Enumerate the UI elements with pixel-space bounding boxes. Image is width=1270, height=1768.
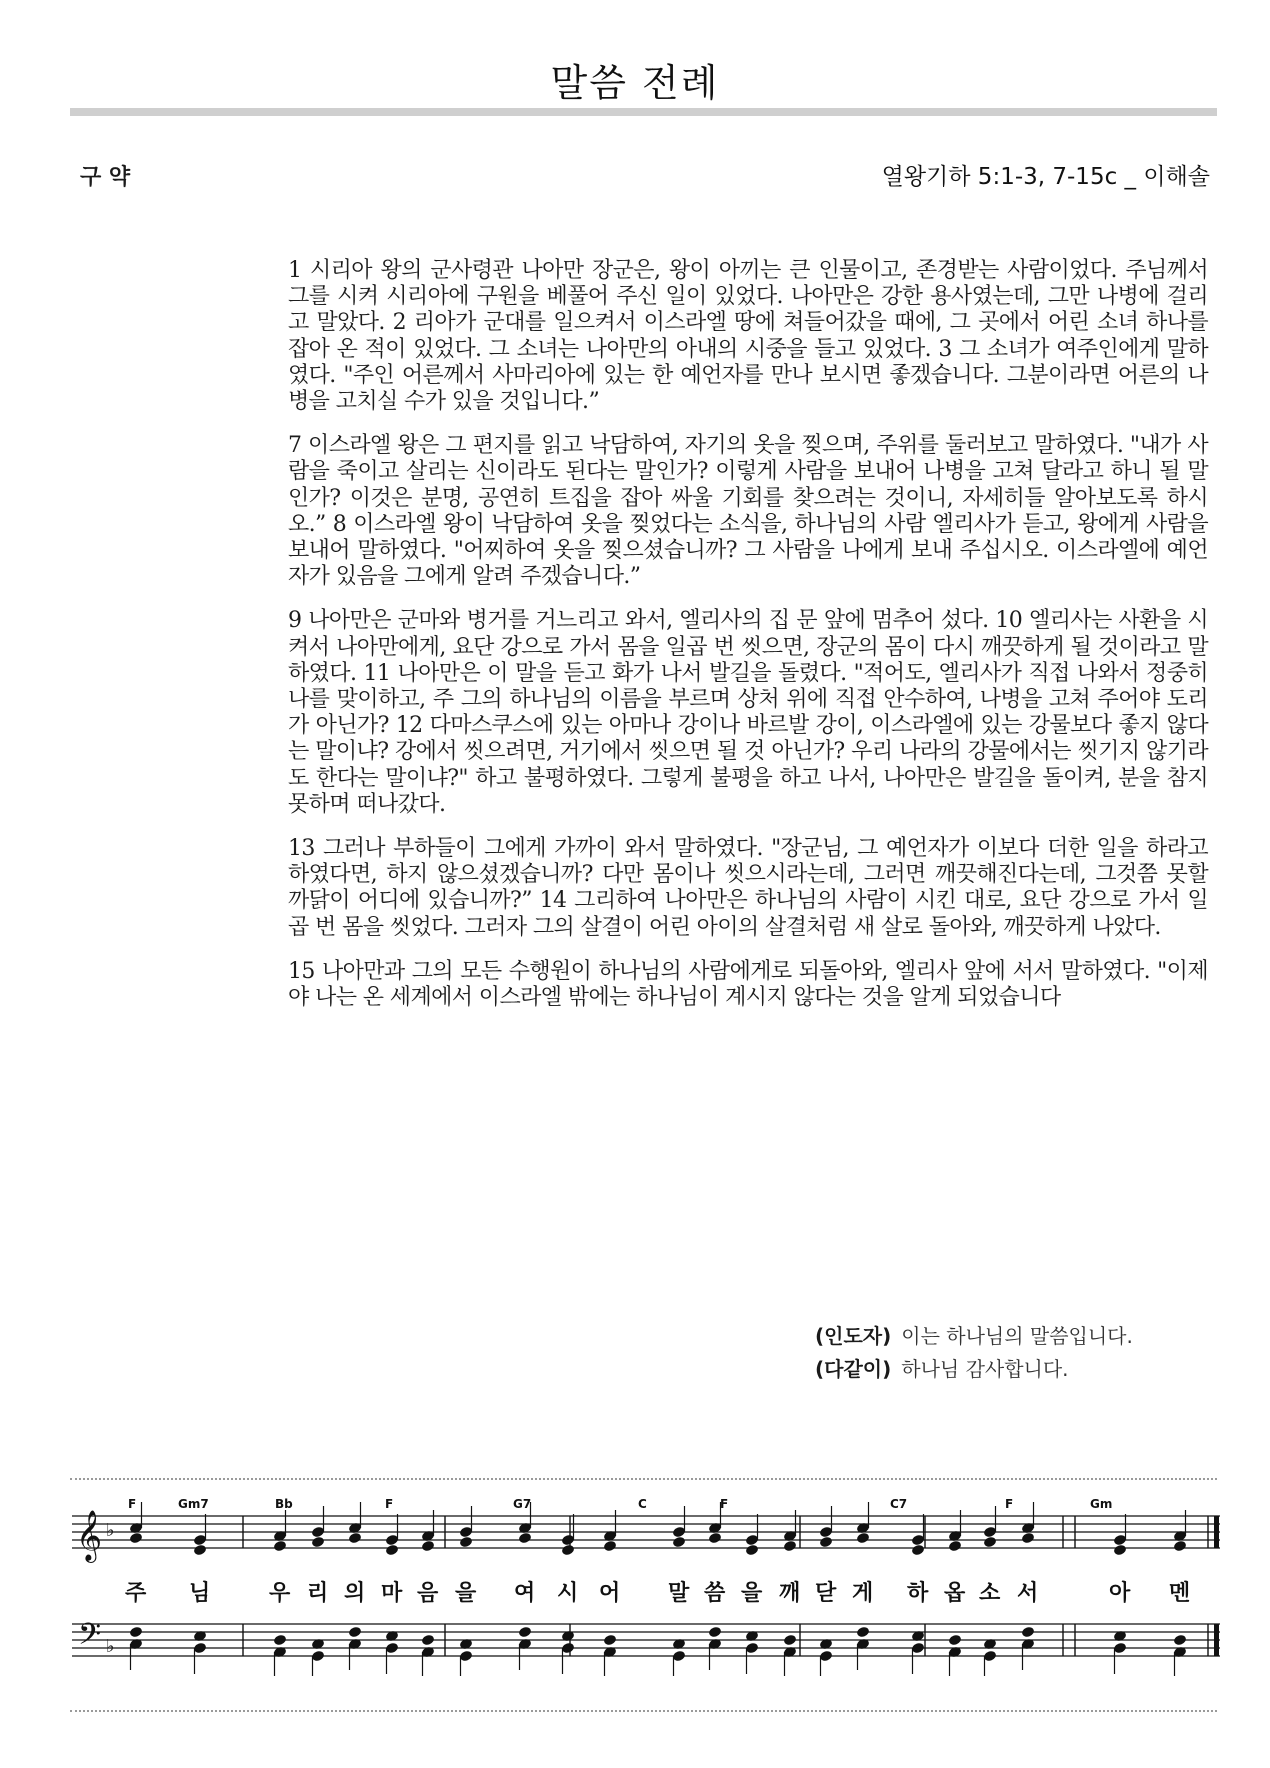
note-head [459, 1536, 473, 1549]
score-svg [70, 1496, 1230, 1676]
dotted-divider-top [70, 1478, 1217, 1480]
lyric-syllable: 우 [269, 1581, 291, 1606]
lyric-syllable: 아 [1109, 1581, 1131, 1606]
page-title: 말씀 전례 [550, 61, 720, 105]
lyric-syllable: 주 [125, 1581, 147, 1606]
note-head [311, 1536, 325, 1549]
response-block [815, 1320, 1133, 1386]
note-head [1021, 1626, 1035, 1639]
note-head [948, 1634, 962, 1647]
scripture-reading [288, 258, 1208, 1029]
chord-symbol: G7 [513, 1497, 532, 1511]
note-head [1113, 1544, 1127, 1557]
chord-symbol: C7 [890, 1497, 908, 1511]
note-head [1021, 1532, 1035, 1545]
note-head [348, 1626, 362, 1639]
note-head [518, 1532, 532, 1545]
note-head [672, 1536, 686, 1549]
note-head [856, 1626, 870, 1639]
note-head [603, 1540, 617, 1553]
lyric-syllable: 닫 [815, 1581, 837, 1606]
final-bar-line [1214, 1624, 1219, 1656]
lyric-syllable: 을 [741, 1581, 763, 1606]
note-head [129, 1532, 143, 1545]
reading-paragraph: 9 나아만은 군마와 병거를 거느리고 와서, 엘리사의 집 문 앞에 멈추어 섰다. 10 엘리사는 사환을 시켜서 나아만에게, 요단 강으로 가서 몸을 일곱 번 씻으면, 장군의 몸이 다시 깨끗하게 될 것이라고 말하였다. 11 나아만은 이 말을 듣고 화가 나서 발길을 돌렸다. "적어도, 엘리사가 직접 나와서 정중히 나를 맞이하고, 주 그의 하나님의 이름을 부르며 상처 위에 직접 안수하여, 나병을 고쳐 주어야 도리가 아닌가? 12 다마스쿠스에 있는 아마나 강이나 바르발 강이, 이스라엘에 있는 강물보다 좋지 않다는 말이냐? 강에서 씻으려면, 거기에서 씻으면 될 것 아닌가? 우리 나라의 강물에서는 씻기지 않기라도 한다는 말이냐?" 하고 불평하였다. 그렇게 불평을 하고 나서, 나아만은 발길을 돌이켜, 분을 참지 못하며 떠나갔다. [288, 608, 1208, 817]
note-head [783, 1540, 797, 1553]
note-head [983, 1536, 997, 1549]
note-head [819, 1536, 833, 1549]
title-divider [70, 108, 1217, 116]
scripture-reference: 열왕기하 5:1-3, 7-15c _ 이해솔 [881, 164, 1210, 190]
lyric-syllable: 을 [455, 1581, 477, 1606]
lyric-syllable: 하 [907, 1581, 929, 1606]
response-text: 하나님 감사합니다. [901, 1357, 1069, 1381]
chord-symbol: C [638, 1497, 647, 1511]
note-head [948, 1540, 962, 1553]
lyric-syllable: 옵 [944, 1581, 966, 1606]
note-head [856, 1532, 870, 1545]
chord-symbol: F [720, 1497, 729, 1511]
flat-icon: ♭ [106, 1520, 115, 1541]
note-head [518, 1626, 532, 1639]
treble-clef-icon: 𝄞 [76, 1510, 103, 1561]
reading-paragraph: 7 이스라엘 왕은 그 편지를 읽고 낙담하여, 자기의 옷을 찢으며, 주위를 둘러보고 말하였다. "내가 사람을 죽이고 살리는 신이라도 된다는 말인가? 이렇게 사람을 보내어 나병을 고쳐 달라고 하니 될 말인가? 이것은 분명, 공연히 트집을 잡아 싸울 기회를 찾으려는 것이니, 자세히들 알아보도록 하시오.” 8 이스라엘 왕이 낙담하여 옷을 찢었다는 소식을, 하나님의 사람 엘리사가 듣고, 왕에게 사람을 보내어 말하였다. "어찌하여 옷을 찢으셨습니까? 그 사람을 나에게 보내 주십시오. 이스라엘에 예언자가 있음을 그에게 알려 주겠습니다.” [288, 433, 1208, 590]
response-text: 이는 하나님의 말씀입니다. [901, 1324, 1133, 1348]
lyric-syllable: 마 [381, 1581, 403, 1606]
response-role: (다같이) [815, 1357, 892, 1381]
lyric-syllable: 님 [189, 1581, 211, 1606]
chord-symbol: Gm [1090, 1497, 1113, 1511]
lyric-syllable: 씀 [704, 1581, 726, 1606]
lyric-syllable: 게 [852, 1581, 874, 1606]
flat-icon: ♭ [106, 1636, 115, 1657]
chord-symbol: Bb [275, 1497, 293, 1511]
note-head [708, 1532, 722, 1545]
lyric-syllable: 멘 [1169, 1581, 1191, 1606]
lyric-syllable: 여 [514, 1581, 536, 1606]
lyric-syllable: 소 [979, 1581, 1001, 1606]
dotted-divider-bottom [70, 1710, 1217, 1712]
note-head [1173, 1634, 1187, 1647]
chord-symbol: F [1005, 1497, 1014, 1511]
note-head [745, 1544, 759, 1557]
note-head [348, 1532, 362, 1545]
note-head [1173, 1540, 1187, 1553]
chord-symbol: Gm7 [178, 1497, 209, 1511]
reading-paragraph: 13 그러나 부하들이 그에게 가까이 와서 말하였다. "장군님, 그 예언자가 이보다 더한 일을 하라고 하였다면, 하지 않으셨겠습니까? 다만 몸이나 씻으시라는데, 그러면 깨끗해진다는데, 그것쯤 못할 까닭이 어디에 있습니까?” 14 그리하여 나아만은 하나님의 사람이 시킨 대로, 요단 강으로 가서 일곱 번 몸을 씻었다. 그러자 그의 살결이 어린 아이의 살결처럼 새 살로 돌아와, 깨끗하게 나았다. [288, 836, 1208, 940]
note-head [708, 1626, 722, 1639]
reading-paragraph: 15 나아만과 그의 모든 수행원이 하나님의 사람에게로 되돌아와, 엘리사 앞에 서서 말하였다. "이제야 나는 온 세계에서 이스라엘 밖에는 하나님이 계시지 않다는 것을 알게 되었습니다 [288, 958, 1208, 1011]
note-head [911, 1544, 925, 1557]
lyric-syllable: 리 [307, 1581, 329, 1606]
note-head [783, 1634, 797, 1647]
chord-symbol: F [385, 1497, 394, 1511]
lyric-syllable: 시 [557, 1581, 579, 1606]
note-head [193, 1544, 207, 1557]
reading-paragraph: 1 시리아 왕의 군사령관 나아만 장군은, 왕이 아끼는 큰 인물이고, 존경받는 사람이었다. 주님께서 그를 시켜 시리아에 구원을 베풀어 주신 일이 있었다. 나아만은 강한 용사였는데, 그만 나병에 걸리고 말았다. 2 리아가 군대를 일으켜서 이스라엘 땅에 쳐들어갔을 때에, 그 곳에서 어린 소녀 하나를 잡아 온 적이 있었다. 그 소녀는 나아만의 아내의 시중을 들고 있었다. 3 그 소녀가 여주인에게 말하였다. "주인 어른께서 사마리아에 있는 한 예언자를 만나 보시면 좋겠습니다. 그분이라면 어른의 나병을 고치실 수가 있을 것입니다.” [288, 258, 1208, 415]
note-head [129, 1626, 143, 1639]
music-score [70, 1496, 1230, 1676]
response-line-leader [815, 1320, 1133, 1353]
note-head [385, 1544, 399, 1557]
lyric-syllable: 서 [1017, 1581, 1039, 1606]
lyric-syllable: 어 [599, 1581, 621, 1606]
note-head [273, 1634, 287, 1647]
chord-symbol: F [128, 1497, 137, 1511]
section-label: 구 약 [80, 165, 131, 190]
note-head [273, 1540, 287, 1553]
lyric-syllable: 의 [344, 1581, 366, 1606]
lyric-syllable: 말 [668, 1581, 690, 1606]
lyric-syllable: 음 [417, 1581, 439, 1606]
final-bar-line [1214, 1516, 1219, 1548]
lyric-syllable: 깨 [779, 1581, 801, 1606]
note-head [561, 1544, 575, 1557]
note-head [603, 1634, 617, 1647]
bass-clef-icon: 𝄢 [78, 1618, 102, 1659]
note-head [421, 1540, 435, 1553]
response-line-all [815, 1353, 1133, 1386]
response-role: (인도자) [815, 1324, 892, 1348]
note-head [421, 1634, 435, 1647]
